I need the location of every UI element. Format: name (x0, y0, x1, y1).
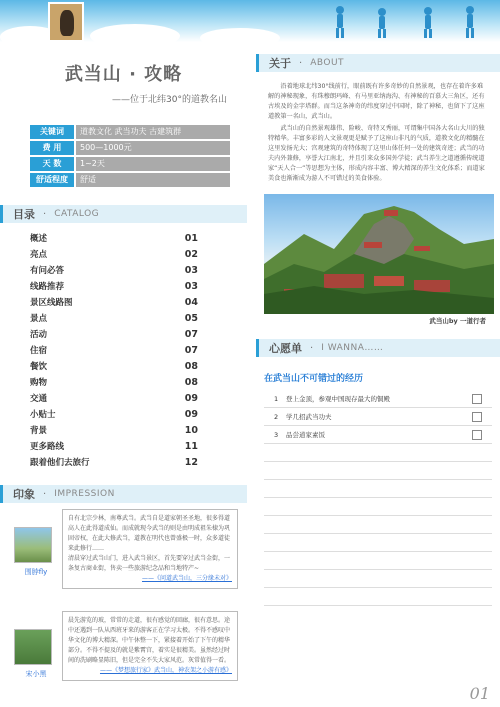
info-row (30, 157, 230, 171)
info-key: 费 用 (30, 141, 74, 155)
catalog-item[interactable] (30, 247, 200, 263)
impression-entry (0, 509, 247, 607)
top-banner (0, 0, 500, 42)
info-value: 1~2天 (76, 157, 230, 171)
catalog-item-name: 购物 (30, 378, 48, 388)
info-row (30, 141, 230, 155)
cloud-shape (200, 28, 280, 48)
catalog-label-en: CATALOG (54, 209, 100, 219)
catalog-item-page: 09 (184, 393, 198, 404)
impression-source (68, 574, 232, 584)
catalog-header: 目录 · CATALOG (0, 205, 247, 223)
reviewer-avatar (14, 527, 52, 563)
cloud-shape (90, 24, 180, 48)
blank-line (264, 570, 492, 588)
catalog-item-page: 09 (184, 409, 198, 420)
wish-title: 在武当山不可错过的经历 (264, 374, 364, 384)
right-column (256, 48, 500, 606)
page-number: 01 (469, 684, 490, 703)
author-avatar (48, 2, 84, 42)
mountain-illustration (264, 194, 494, 314)
catalog-item-name: 景区线路图 (30, 298, 73, 308)
catalog-item-page: 10 (184, 425, 198, 436)
catalog-item-page: 11 (184, 441, 198, 452)
wish-number: 1 (274, 394, 279, 403)
blank-line (264, 588, 492, 606)
page-subtitle: ——位于北纬30°的道教名山 (112, 95, 227, 105)
catalog-item-page: 12 (184, 457, 198, 468)
about-label-en: ABOUT (310, 58, 345, 68)
catalog-item-name: 小贴士 (30, 410, 56, 420)
catalog-item[interactable] (30, 343, 200, 359)
catalog-item[interactable] (30, 359, 200, 375)
impression-source-link[interactable]: ——《问道武当山，三分缘未对》 (141, 575, 232, 582)
wish-text: 品尝道家素饭 (286, 431, 325, 439)
about-paragraph: 武当山的自然景观雄伟、险峻、奇特又秀丽，可谓集中国各大名山大川的独特精华。丰富多彩的人文景观更是赋予了这座山非凡的气质，道教文化的精髓在这里发扬光大；宫观建筑的奇特体现了这里山体任何一处的建筑奇迹；武当的功夫内外兼修，享誉大江南北，并且引来众多国外学徒；武当养生之道遵循传统道家“天人合一”等思想为主体，形成内容丰富、博大精深的养生文化体系；而道家美食也渐渐成为游人不可错过的美食体验。 (268, 125, 485, 182)
catalog-item[interactable] (30, 455, 200, 471)
about-label: 关于 (269, 57, 291, 70)
catalog-item-page: 08 (184, 377, 198, 388)
info-key: 关键词 (30, 125, 74, 139)
catalog-item[interactable] (30, 279, 200, 295)
catalog-item[interactable] (30, 439, 200, 455)
page-title: 武当山 · 攻略 (64, 64, 183, 85)
wish-checkbox[interactable] (472, 412, 482, 422)
wish-item (264, 408, 492, 426)
blank-line (264, 462, 492, 480)
catalog-item-name: 景点 (30, 314, 48, 324)
info-key: 天 数 (30, 157, 74, 171)
blank-line (264, 534, 492, 552)
wish-checkbox[interactable] (472, 394, 482, 404)
blank-line (264, 516, 492, 534)
catalog-item-name: 交通 (30, 394, 48, 404)
impression-header: 印象 · IMPRESSION (0, 485, 247, 503)
info-row (30, 173, 230, 187)
catalog-item[interactable] (30, 263, 200, 279)
catalog-item[interactable] (30, 231, 200, 247)
catalog-item-name: 住宿 (30, 346, 48, 356)
catalog-list (0, 231, 200, 471)
wish-number: 2 (274, 412, 279, 421)
wish-text: 登上金顶，参观中国现存最大的铜殿 (286, 395, 390, 403)
info-value: 500—1000元 (76, 141, 230, 155)
wish-label: 心愿单 (269, 342, 302, 355)
catalog-item-name: 线路推荐 (30, 282, 65, 292)
wish-list (264, 390, 492, 606)
catalog-item-name: 活动 (30, 330, 48, 340)
catalog-item-page: 03 (184, 265, 198, 276)
catalog-item-page: 07 (184, 329, 198, 340)
impression-quote (62, 611, 238, 681)
wish-header: 心愿单 · I WANNA…… (256, 339, 500, 357)
catalog-item-name: 跟着他们去旅行 (30, 458, 90, 468)
catalog-item-page: 03 (184, 281, 198, 292)
impression-text: 自有北宗少林，南尊武当。武当自是道家朝圣圣地，很多得道高人在此得道成仙。而成就现今武当的则是由明成祖朱棣为巩固帝权，在此大修武当，道教在明代也曾盛极一时，众多道徒来此修行…… (68, 515, 231, 552)
wish-label-en: I WANNA…… (321, 343, 384, 353)
about-paragraph: 沿着地球北纬30°线前行，眼前既有许多奇妙的自然景观，也存在着许多难解的神秘现象，有珠穆朗玛峰、有马里亚纳海沟、有神秘的百慕大三角区，还有古埃及的金字塔群。而当这条神奇的纬度穿过中国时，除了神秘，也留下了这座道教第一名山，武当山。 (268, 83, 485, 120)
catalog-item-name: 更多路线 (30, 442, 65, 452)
catalog-item-page: 01 (184, 233, 198, 244)
impression-label-en: IMPRESSION (54, 489, 115, 499)
impression-label: 印象 (13, 488, 35, 501)
catalog-item-name: 概述 (30, 234, 48, 244)
info-value: 舒适 (76, 173, 230, 187)
blank-line (264, 480, 492, 498)
catalog-item[interactable] (30, 311, 200, 327)
photo-caption: 武当山by 一道行者 (429, 317, 486, 325)
info-table (30, 125, 230, 187)
about-header: 关于 · ABOUT (256, 54, 500, 72)
catalog-item[interactable] (30, 375, 200, 391)
catalog-item-page: 02 (184, 249, 198, 260)
catalog-item-name: 餐饮 (30, 362, 48, 372)
catalog-item-name: 背景 (30, 426, 48, 436)
catalog-item[interactable] (30, 327, 200, 343)
catalog-item[interactable] (30, 391, 200, 407)
blank-line (264, 444, 492, 462)
left-column (0, 48, 247, 703)
impression-text: 清晨穿过武当山门，进入武当景区，首先要穿过武当金街，一条复古商业街，售卖一些旅游纪念品和当地特产~ (68, 555, 231, 572)
catalog-item-page: 04 (184, 297, 198, 308)
dog-figure (60, 10, 74, 36)
hikers-silhouette-icon (320, 2, 490, 40)
wish-item (264, 426, 492, 444)
catalog-label: 目录 (13, 208, 35, 221)
wish-item (264, 390, 492, 408)
impression-text: 晨先游览的玻，常常的走道，很有感觉的回廊，很有意思。途中还遇到一队从西班牙来的游客正在学习太极。不得不感叹中华文化的博大精深。中午休整一下，紧接着开始了下午的精华部分。不得不提及的就是紫霄宫，着实是很精美。虽然经过时间的洗刷略显陈旧，但是完全不失大家风范。灰常值得一看。 (68, 617, 231, 664)
catalog-item-name: 有问必答 (30, 266, 65, 276)
catalog-item-page: 07 (184, 345, 198, 356)
catalog-item-page: 08 (184, 361, 198, 372)
catalog-item[interactable] (30, 295, 200, 311)
reviewer-name[interactable]: 围脖fly (24, 568, 48, 576)
wish-number: 3 (274, 430, 279, 439)
catalog-item[interactable] (30, 407, 200, 423)
blank-line (264, 498, 492, 516)
reviewer-avatar (14, 629, 52, 665)
wudang-photo (264, 194, 494, 314)
blank-line (264, 552, 492, 570)
catalog-item-name: 亮点 (30, 250, 48, 260)
impression-source (68, 666, 232, 676)
wish-checkbox[interactable] (472, 430, 482, 440)
reviewer-name[interactable]: 宋小黑 (25, 670, 47, 678)
impression-source-link[interactable]: ——《梦想旅行家》武当山，神农架之小游有感》 (99, 667, 232, 674)
info-row (30, 125, 230, 139)
info-key: 舒适程度 (30, 173, 74, 187)
wish-text: 学几招武当功夫 (286, 413, 332, 421)
catalog-item-page: 05 (184, 313, 198, 324)
impression-entry (0, 611, 247, 703)
catalog-item[interactable] (30, 423, 200, 439)
info-value: 道教文化 武当功夫 古建筑群 (76, 125, 230, 139)
impression-quote (62, 509, 238, 589)
